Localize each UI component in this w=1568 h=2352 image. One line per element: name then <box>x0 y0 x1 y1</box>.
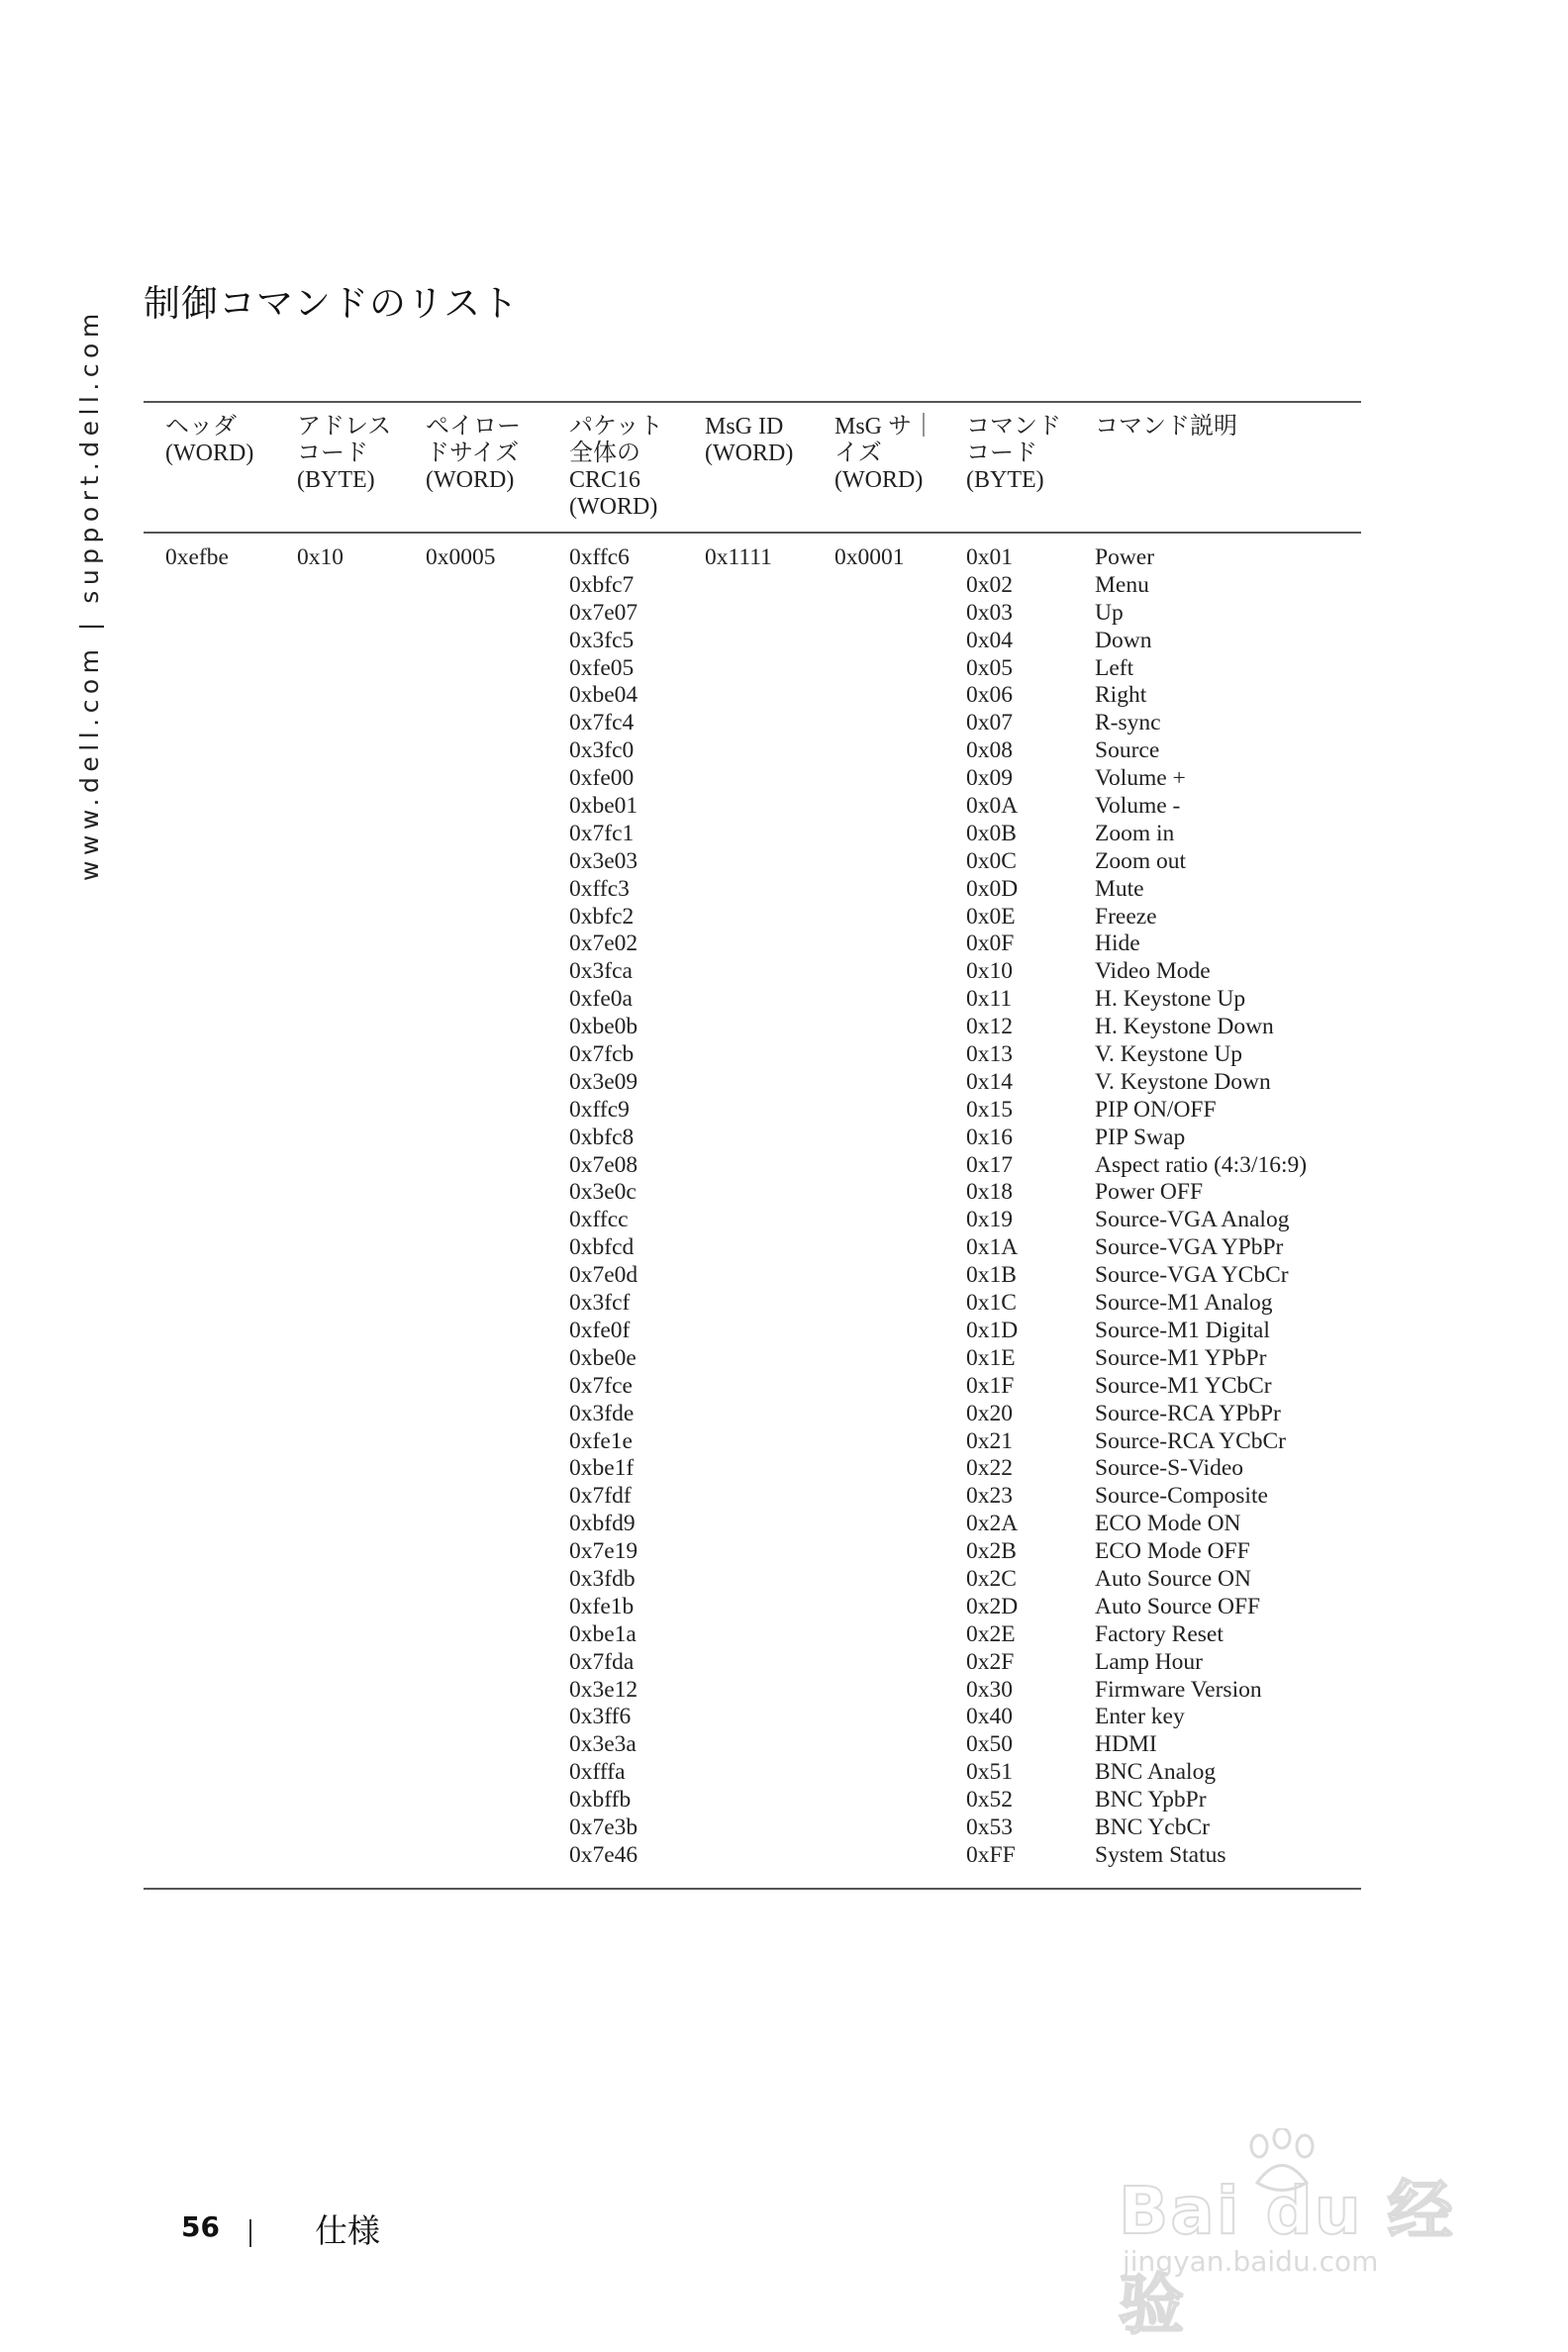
watermark-url: jingyan.baidu.com <box>1123 2245 1379 2278</box>
crc16-value: 0xbfc7 <box>569 571 635 598</box>
crc16-value: 0xfe05 <box>569 654 635 681</box>
command-code: 0x19 <box>966 1207 1013 1233</box>
crc16-value: 0x7fcb <box>569 1041 635 1068</box>
command-description: BNC YpbPr <box>1095 1787 1207 1813</box>
command-description: Lamp Hour <box>1095 1648 1203 1675</box>
crc16-value: 0xbe04 <box>569 682 638 709</box>
page-number: 56 <box>181 2210 220 2243</box>
command-code-list <box>966 544 1018 1870</box>
command-code: 0x23 <box>966 1483 1013 1510</box>
crc16-value: 0x3e03 <box>569 847 638 874</box>
table-header-rule <box>144 532 1361 534</box>
command-code: 0x1B <box>966 1262 1017 1289</box>
command-code: 0x04 <box>966 627 1013 653</box>
command-code: 0x2D <box>966 1593 1019 1619</box>
crc16-value: 0x7fdf <box>569 1483 632 1510</box>
crc16-value: 0xbfd9 <box>569 1511 636 1537</box>
cell-header-value: 0xefbe <box>165 544 229 570</box>
command-code: 0x52 <box>966 1787 1013 1813</box>
crc16-value: 0xbffb <box>569 1787 632 1813</box>
command-description: BNC YcbCr <box>1095 1813 1210 1840</box>
table-top-rule <box>144 401 1361 403</box>
command-description: Enter key <box>1095 1704 1185 1730</box>
command-description: Firmware Version <box>1095 1676 1262 1703</box>
command-description: Volume - <box>1095 793 1181 820</box>
crc16-value: 0xbe0b <box>569 1014 638 1040</box>
command-code: 0x2F <box>966 1648 1015 1675</box>
command-code: 0x13 <box>966 1041 1013 1068</box>
crc16-value: 0xfe0f <box>569 1317 631 1343</box>
command-description: Volume + <box>1095 765 1186 792</box>
command-description: H. Keystone Up <box>1095 986 1246 1013</box>
command-code: 0x1D <box>966 1317 1019 1343</box>
footer-section: 仕様 <box>315 2211 380 2250</box>
command-code: 0x21 <box>966 1427 1013 1454</box>
command-code: 0x0E <box>966 903 1016 930</box>
crc16-value: 0x7e08 <box>569 1151 638 1178</box>
crc16-value: 0x3e3a <box>569 1731 637 1758</box>
crc16-value: 0x7fce <box>569 1372 633 1399</box>
crc16-value: 0x3fc5 <box>569 627 635 653</box>
command-code: 0x0C <box>966 847 1017 874</box>
table-bottom-rule <box>144 1888 1361 1890</box>
header-col-description: コマンド説明 <box>1095 414 1237 440</box>
crc16-value: 0x3ff6 <box>569 1704 632 1730</box>
command-description: HDMI <box>1095 1731 1157 1758</box>
crc16-value: 0xfe00 <box>569 765 635 792</box>
command-description: Source-VGA YPbPr <box>1095 1234 1284 1261</box>
command-description: Zoom out <box>1095 847 1187 874</box>
crc16-value: 0xbfc2 <box>569 903 635 930</box>
header-col-msg-id: MsG ID (WORD) <box>705 414 794 466</box>
command-code: 0x01 <box>966 544 1013 570</box>
crc16-value: 0xfe1e <box>569 1427 633 1454</box>
crc16-value: 0x7e07 <box>569 599 638 626</box>
command-description: Aspect ratio (4:3/16:9) <box>1095 1151 1308 1178</box>
command-code: 0x0B <box>966 820 1017 846</box>
command-code: 0x0A <box>966 793 1019 820</box>
command-code: 0x2E <box>966 1620 1016 1647</box>
command-description: Mute <box>1095 875 1144 902</box>
watermark-brand: Bai du 经验 <box>1119 2173 1455 2343</box>
command-code: 0x2B <box>966 1538 1017 1565</box>
command-code: 0xFF <box>966 1841 1016 1868</box>
command-code: 0x03 <box>966 599 1013 626</box>
crc16-value: 0x7e19 <box>569 1538 638 1565</box>
crc16-value: 0x7fda <box>569 1648 635 1675</box>
header-col-header: ヘッダ (WORD) <box>165 414 254 466</box>
command-description: Power <box>1095 544 1155 570</box>
crc16-value: 0x3e12 <box>569 1676 638 1703</box>
crc16-list <box>569 544 637 1870</box>
command-code: 0x07 <box>966 710 1013 736</box>
command-code: 0x0F <box>966 931 1015 957</box>
command-description: Source-RCA YPbPr <box>1095 1400 1281 1426</box>
command-code: 0x15 <box>966 1096 1013 1123</box>
cell-address-code: 0x10 <box>297 544 343 570</box>
command-code: 0x2A <box>966 1511 1019 1537</box>
crc16-value: 0xfe0a <box>569 986 633 1013</box>
command-description: Auto Source OFF <box>1095 1593 1261 1619</box>
command-description: System Status <box>1095 1841 1226 1868</box>
baidu-watermark <box>1109 2128 1485 2343</box>
command-description-list <box>1095 544 1307 1870</box>
crc16-value: 0xffc3 <box>569 875 630 902</box>
command-code: 0x2C <box>966 1565 1017 1592</box>
header-col-command-code: コマンド コード (BYTE) <box>966 414 1061 493</box>
command-code: 0x14 <box>966 1068 1013 1095</box>
crc16-value: 0x7fc4 <box>569 710 635 736</box>
header-col-crc16: パケット 全体の CRC16 (WORD) <box>569 414 663 520</box>
command-description: Factory Reset <box>1095 1620 1224 1647</box>
command-code: 0x18 <box>966 1179 1013 1206</box>
crc16-value: 0x3e09 <box>569 1068 638 1095</box>
header-col-msg-size: MsG サ｜ イズ (WORD) <box>834 414 936 493</box>
crc16-value: 0xfffa <box>569 1759 626 1786</box>
command-description: V. Keystone Up <box>1095 1041 1243 1068</box>
command-description: Source-VGA Analog <box>1095 1207 1290 1233</box>
command-code: 0x05 <box>966 654 1013 681</box>
crc16-value: 0x3fc0 <box>569 737 635 764</box>
command-description: ECO Mode OFF <box>1095 1538 1250 1565</box>
command-code: 0x17 <box>966 1151 1013 1178</box>
command-code: 0x0D <box>966 875 1019 902</box>
header-col-address: アドレス コード (BYTE) <box>297 414 392 493</box>
command-description: H. Keystone Down <box>1095 1014 1274 1040</box>
command-code: 0x16 <box>966 1124 1013 1150</box>
command-description: Power OFF <box>1095 1179 1204 1206</box>
command-code: 0x11 <box>966 986 1013 1013</box>
crc16-value: 0xbfc8 <box>569 1124 635 1150</box>
cell-msg-size: 0x0001 <box>834 544 905 570</box>
crc16-value: 0xffcc <box>569 1207 629 1233</box>
crc16-value: 0x7e02 <box>569 931 638 957</box>
crc16-value: 0x7fc1 <box>569 820 635 846</box>
command-description: Video Mode <box>1095 958 1211 985</box>
command-code: 0x50 <box>966 1731 1013 1758</box>
command-description: Menu <box>1095 571 1149 598</box>
command-code: 0x30 <box>966 1676 1013 1703</box>
crc16-value: 0xbe01 <box>569 793 638 820</box>
command-code: 0x40 <box>966 1704 1013 1730</box>
command-description: Source-M1 YPbPr <box>1095 1344 1267 1371</box>
command-code: 0x08 <box>966 737 1013 764</box>
command-code: 0x1A <box>966 1234 1019 1261</box>
command-description: R-sync <box>1095 710 1161 736</box>
command-description: Source <box>1095 737 1160 764</box>
cell-msg-id: 0x1111 <box>705 544 772 570</box>
crc16-value: 0x7e46 <box>569 1841 638 1868</box>
command-description: Zoom in <box>1095 820 1175 846</box>
command-code: 0x51 <box>966 1759 1013 1786</box>
command-description: Auto Source ON <box>1095 1565 1251 1592</box>
crc16-value: 0x3e0c <box>569 1179 637 1206</box>
crc16-value: 0xbfcd <box>569 1234 635 1261</box>
crc16-value: 0x3fca <box>569 958 633 985</box>
command-description: Source-M1 YCbCr <box>1095 1372 1272 1399</box>
side-url: www.dell.com | support.dell.com <box>75 308 104 881</box>
command-code: 0x22 <box>966 1455 1013 1482</box>
command-code: 0x09 <box>966 765 1013 792</box>
crc16-value: 0xfe1b <box>569 1593 635 1619</box>
command-code: 0x1C <box>966 1290 1017 1317</box>
command-description: Source-VGA YCbCr <box>1095 1262 1289 1289</box>
crc16-value: 0x7e3b <box>569 1813 638 1840</box>
command-description: V. Keystone Down <box>1095 1068 1271 1095</box>
command-code: 0x12 <box>966 1014 1013 1040</box>
command-description: PIP ON/OFF <box>1095 1096 1217 1123</box>
crc16-value: 0xffc6 <box>569 544 630 570</box>
crc16-value: 0xbe1a <box>569 1620 637 1647</box>
command-description: Source-Composite <box>1095 1483 1268 1510</box>
header-col-payload: ペイロー ドサイズ (WORD) <box>426 414 521 493</box>
command-description: Freeze <box>1095 903 1157 930</box>
crc16-value: 0xbe0e <box>569 1344 637 1371</box>
crc16-value: 0x3fcf <box>569 1290 631 1317</box>
command-code: 0x20 <box>966 1400 1013 1426</box>
command-description: Up <box>1095 599 1124 626</box>
command-description: Left <box>1095 654 1134 681</box>
command-code: 0x02 <box>966 571 1013 598</box>
command-code: 0x06 <box>966 682 1013 709</box>
command-code: 0x10 <box>966 958 1013 985</box>
crc16-value: 0x3fde <box>569 1400 635 1426</box>
command-description: BNC Analog <box>1095 1759 1217 1786</box>
command-code: 0x1F <box>966 1372 1015 1399</box>
command-description: Source-S-Video <box>1095 1455 1243 1482</box>
cell-payload-size: 0x0005 <box>426 544 496 570</box>
command-description: Source-RCA YCbCr <box>1095 1427 1287 1454</box>
page-title: 制御コマンドのリスト <box>144 282 520 325</box>
command-code: 0x53 <box>966 1813 1013 1840</box>
command-description: Down <box>1095 627 1152 653</box>
command-description: ECO Mode ON <box>1095 1511 1241 1537</box>
crc16-value: 0x7e0d <box>569 1262 638 1289</box>
footer-divider <box>249 2219 251 2247</box>
crc16-value: 0xffc9 <box>569 1096 630 1123</box>
command-description: Right <box>1095 682 1147 709</box>
command-description: PIP Swap <box>1095 1124 1186 1150</box>
command-description: Source-M1 Digital <box>1095 1317 1270 1343</box>
crc16-value: 0x3fdb <box>569 1565 636 1592</box>
command-code: 0x1E <box>966 1344 1016 1371</box>
crc16-value: 0xbe1f <box>569 1455 635 1482</box>
command-description: Source-M1 Analog <box>1095 1290 1273 1317</box>
command-description: Hide <box>1095 931 1140 957</box>
